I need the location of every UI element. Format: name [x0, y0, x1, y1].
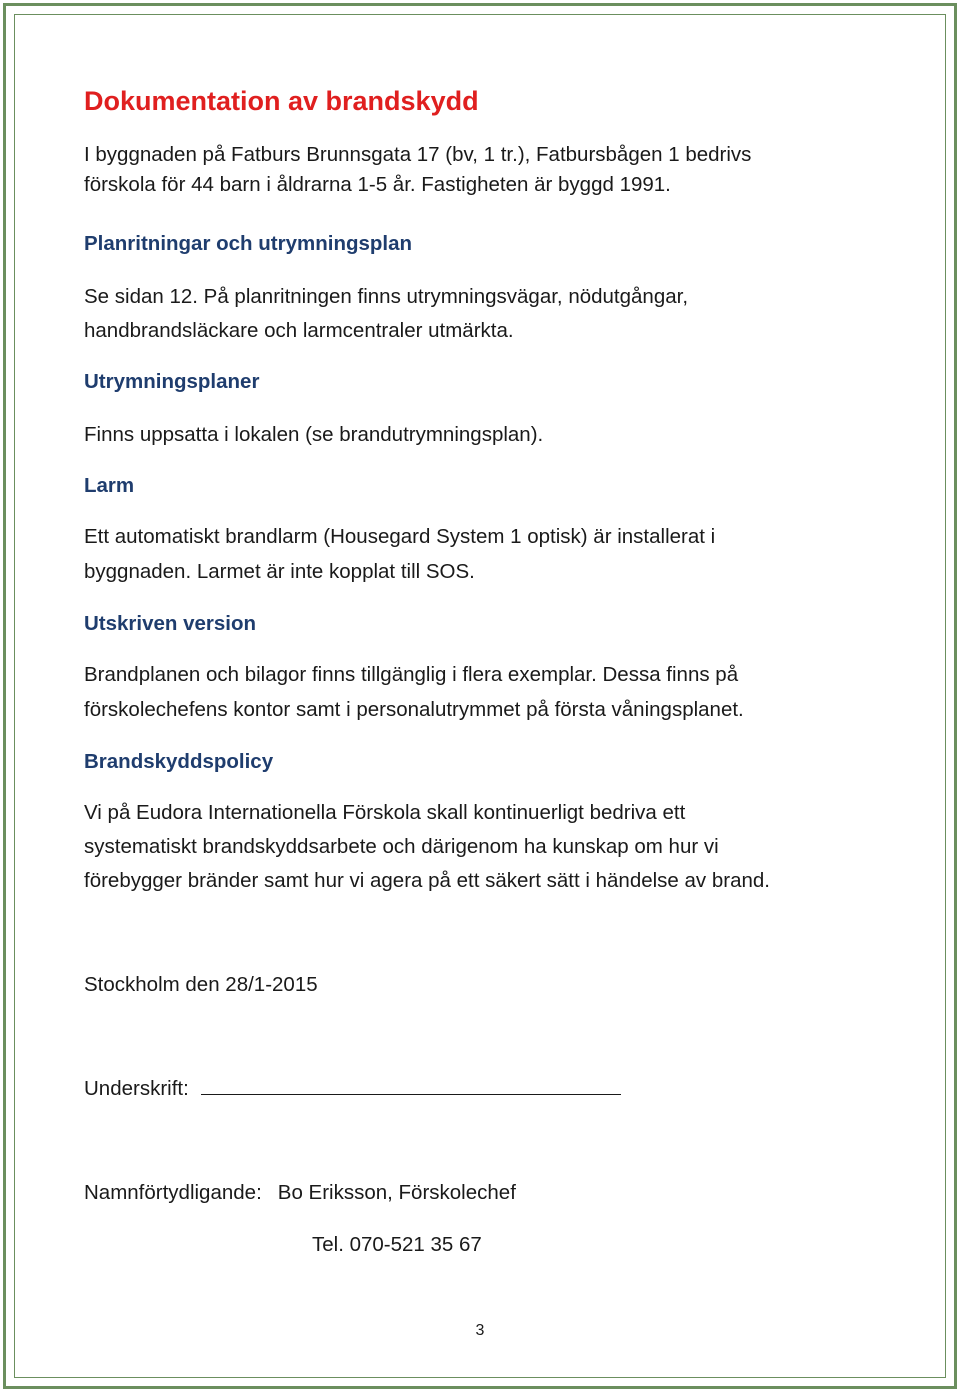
- name-row: [84, 1178, 516, 1208]
- utskriven-line-1: Brandplanen och bilagor finns tillgänglig i flera exemplar. Dessa finns på: [84, 663, 739, 686]
- document-title: Dokumentation av brandskydd: [84, 86, 479, 116]
- planritningar-line-2: handbrandsläckare och larmcentraler utmärkta.: [84, 319, 514, 342]
- larm-line-1: Ett automatiskt brandlarm (Housegard System 1 optisk) är installerat i: [84, 525, 716, 548]
- page-number: 3: [475, 1322, 485, 1339]
- signature-line: [201, 1074, 621, 1095]
- name-label: Namnförtydligande:: [84, 1181, 262, 1204]
- policy-line-3: förebygger bränder samt hur vi agera på ett säkert sätt i händelse av brand.: [84, 869, 770, 892]
- heading-utskriven-version: Utskriven version: [84, 612, 257, 635]
- heading-utrymningsplaner: Utrymningsplaner: [84, 370, 260, 393]
- utskriven-line-2: förskolechefens kontor samt i personalutrymmet på första våningsplanet.: [84, 698, 744, 721]
- signature-row: [84, 1074, 621, 1104]
- heading-planritningar: Planritningar och utrymningsplan: [84, 232, 413, 255]
- planritningar-line-1: Se sidan 12. På planritningen finns utrymningsvägar, nödutgångar,: [84, 285, 689, 308]
- heading-brandskyddspolicy: Brandskyddspolicy: [84, 750, 274, 773]
- heading-larm: Larm: [84, 474, 135, 497]
- utrymningsplaner-line-1: Finns uppsatta i lokalen (se brandutrymningsplan).: [84, 423, 544, 446]
- place-date: Stockholm den 28/1-2015: [84, 973, 318, 996]
- intro-line-2: förskola för 44 barn i åldrarna 1-5 år. Fastigheten är byggd 1991.: [84, 173, 671, 196]
- policy-line-2: systematiskt brandskyddsarbete och därigenom ha kunskap om hur vi: [84, 835, 719, 858]
- policy-line-1: Vi på Eudora Internationella Förskola skall kontinuerligt bedriva ett: [84, 801, 686, 824]
- signature-label: Underskrift:: [84, 1077, 189, 1100]
- phone-number: Tel. 070-521 35 67: [312, 1233, 482, 1256]
- intro-line-1: I byggnaden på Fatburs Brunnsgata 17 (bv, 1 tr.), Fatbursbågen 1 bedrivs: [84, 143, 752, 166]
- name-value: Bo Eriksson, Förskolechef: [277, 1181, 516, 1204]
- larm-line-2: byggnaden. Larmet är inte kopplat till SOS.: [84, 560, 475, 583]
